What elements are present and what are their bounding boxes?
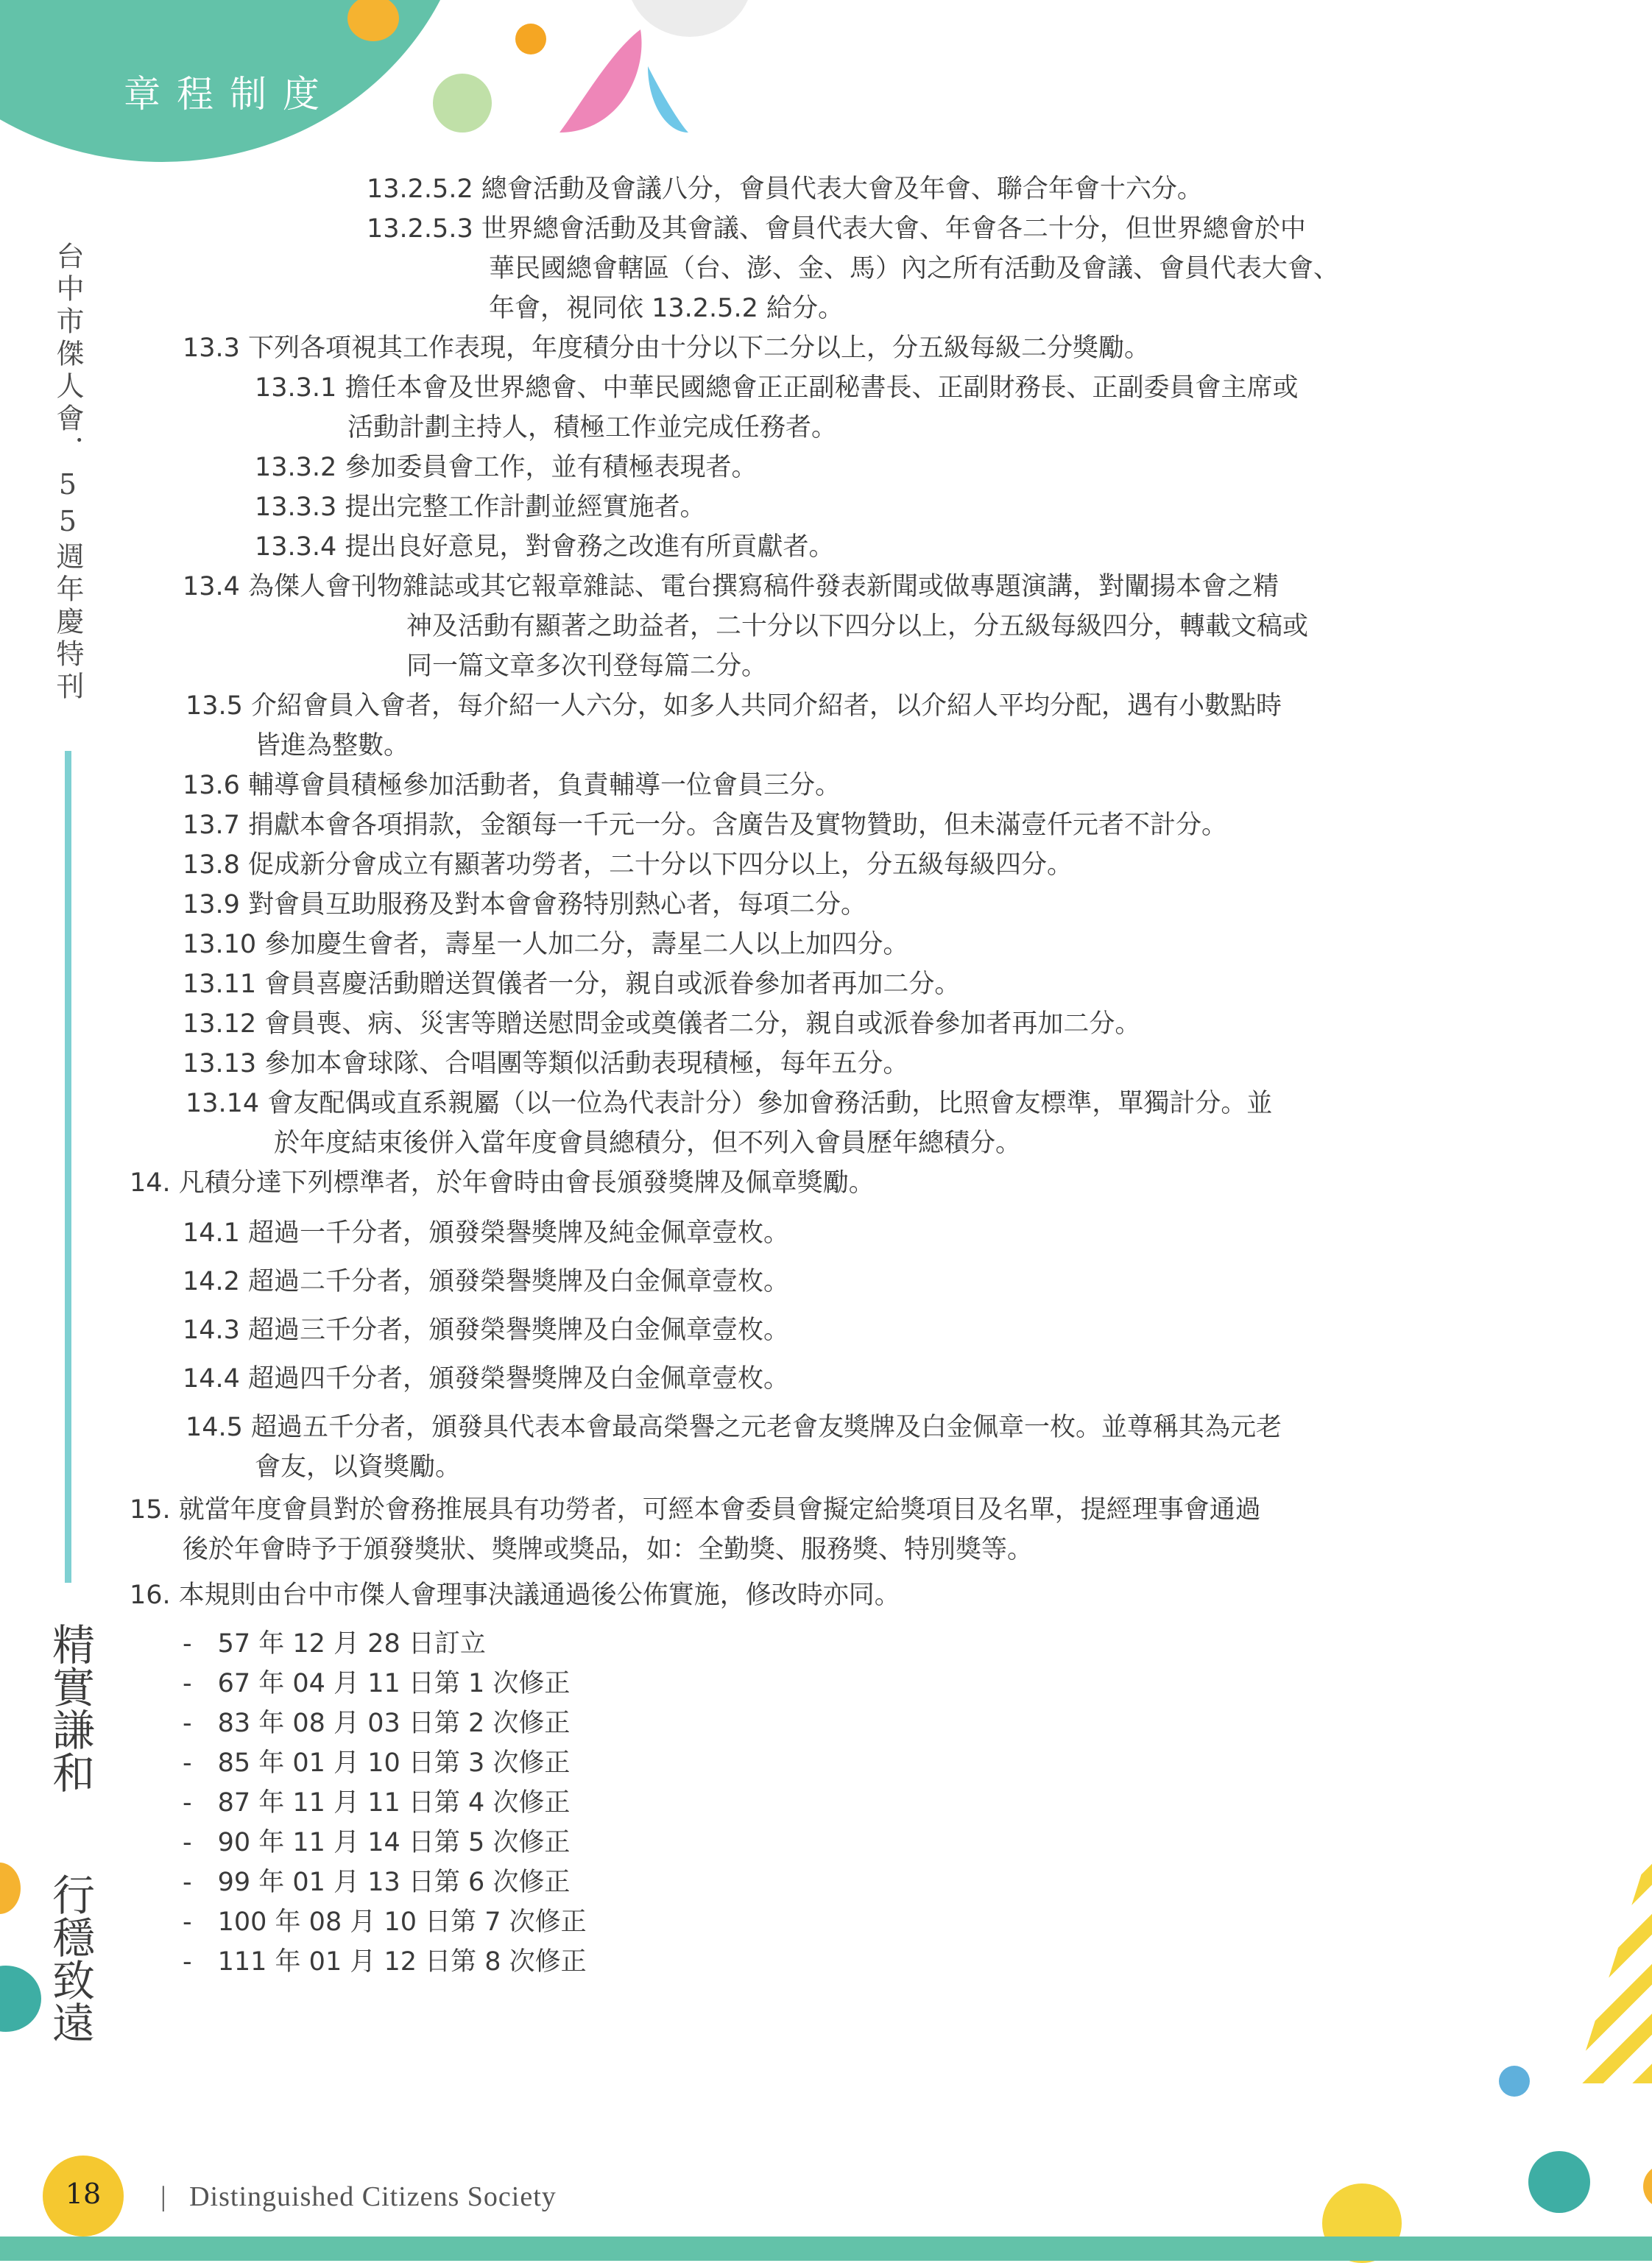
clause-13-5-line1: 13.5 介紹會員入會者，每介紹一人六分，如多人共同介紹者，以介紹人平均分配，遇有小數點時 — [186, 691, 1282, 721]
clause-13-11: 13.11 會員喜慶活動贈送賀儀者一分，親自或派眷參加者再加二分。 — [183, 970, 961, 999]
clause-13-3-3: 13.3.3 提出完整工作計劃並經實施者。 — [255, 493, 706, 522]
clause-13-2-5-3-line3: 年會，視同依 13.2.5.2 給分。 — [489, 294, 844, 323]
clause-13-3: 13.3 下列各項視其工作表現，年度積分由十分以下二分以上，分五級每級二分獎勵。 — [183, 333, 1151, 363]
clause-13-12: 13.12 會員喪、病、災害等贈送慰問金或奠儀者二分，親自或派眷參加者再加二分。 — [183, 1009, 1141, 1039]
footer-org-name — [160, 2181, 557, 2213]
clause-13-9: 13.9 對會員互助服務及對本會會務特別熱心者，每項二分。 — [183, 890, 867, 919]
footer-org-label: Distinguished Citizens Society — [189, 2181, 557, 2212]
clause-16: 16. 本規則由台中市傑人會理事決議通過後公佈實施，修改時亦同。 — [130, 1581, 900, 1610]
clause-13-4-line2: 神及活動有顯著之助益者，二十分以下四分以上，分五級每級四分，轉載文稿或 — [406, 612, 1309, 641]
left-accent-bar — [65, 751, 71, 1583]
revision-entry: - 87 年 11 月 11 日第 4 次修正 — [183, 1788, 571, 1818]
revision-entry: - 57 年 12 月 28 日訂立 — [183, 1629, 486, 1659]
decor-green-dot — [433, 74, 492, 133]
clause-13-3-1-line2: 活動計劃主持人，積極工作並完成任務者。 — [347, 413, 838, 442]
clause-15-line2: 後於年會時予于頒發獎狀、獎牌或獎品，如：全勤獎、服務獎、特別獎等。 — [183, 1535, 1034, 1564]
clause-14-4: 14.4 超過四千分者，頒發榮譽獎牌及白金佩章壹枚。 — [183, 1364, 790, 1394]
clause-14-5-line1: 14.5 超過五千分者，頒發具代表本會最高榮譽之元老會友獎牌及白金佩章一枚。並尊稱其為元老 — [186, 1413, 1282, 1442]
clause-13-4-line3: 同一篇文章多次刊登每篇二分。 — [406, 652, 768, 681]
clause-14: 14. 凡積分達下列標準者，於年會時由會長頒發獎牌及佩章獎勵。 — [130, 1168, 875, 1198]
bottom-color-bar — [0, 2236, 1652, 2261]
revision-entry: - 67 年 04 月 11 日第 1 次修正 — [183, 1669, 571, 1698]
clause-13-14-line2: 於年度結束後併入當年度會員總積分，但不列入會員歷年總積分。 — [274, 1129, 1022, 1158]
decor-yellow-dot-left — [0, 1863, 21, 1914]
clause-13-13: 13.13 參加本會球隊、合唱團等類似活動表現積極，每年五分。 — [183, 1049, 909, 1078]
clause-13-2-5-2: 13.2.5.2 總會活動及會議八分，會員代表大會及年會、聯合年會十六分。 — [367, 174, 1203, 204]
page-number: 18 — [65, 2178, 102, 2210]
revision-entry: - 100 年 08 月 10 日第 7 次修正 — [183, 1907, 587, 1937]
revision-entry: - 99 年 01 月 13 日第 6 次修正 — [183, 1868, 571, 1897]
clause-13-3-1-line1: 13.3.1 擔任本會及世界總會、中華民國總會正正副秘書長、正副財務長、正副委員會主席或 — [255, 373, 1299, 403]
clause-14-1: 14.1 超過一千分者，頒發榮譽獎牌及純金佩章壹枚。 — [183, 1218, 790, 1248]
decor-yellow-dot-edge — [1643, 2164, 1652, 2209]
clause-14-3: 14.3 超過三千分者，頒發榮譽獎牌及白金佩章壹枚。 — [183, 1316, 790, 1345]
revision-entry: - 85 年 01 月 10 日第 3 次修正 — [183, 1748, 571, 1778]
clause-13-4-line1: 13.4 為傑人會刊物雜誌或其它報章雜誌、電台撰寫稿件發表新聞或做專題演講，對闡揚本會之精 — [183, 572, 1279, 601]
clause-15-line1: 15. 就當年度會員對於會務推展具有功勞者，可經本會委員會擬定給獎項目及名單，提經理事會通過 — [130, 1495, 1261, 1525]
decor-blue-dot-right — [1499, 2066, 1530, 2097]
clause-14-5-line2: 會友，以資獎勵。 — [255, 1452, 462, 1482]
decor-yellow-stripes — [1575, 1840, 1652, 2083]
publication-vertical-title: 台中市傑人會．55週年慶特刊 — [52, 241, 84, 704]
revision-entry: - 111 年 01 月 12 日第 8 次修正 — [183, 1947, 587, 1977]
clause-14-2: 14.2 超過二千分者，頒發榮譽獎牌及白金佩章壹枚。 — [183, 1267, 790, 1296]
clause-13-10: 13.10 參加慶生會者，壽星一人加二分，壽星二人以上加四分。 — [183, 930, 909, 959]
clause-13-6: 13.6 輔導會員積極參加活動者，負責輔導一位會員三分。 — [183, 771, 841, 800]
revision-entry: - 90 年 11 月 14 日第 5 次修正 — [183, 1828, 571, 1857]
clause-13-7: 13.7 捐獻本會各項捐款，金額每一千元一分。含廣告及實物贊助，但未滿壹仟元者不計分。 — [183, 811, 1228, 840]
clause-13-14-line1: 13.14 會友配偶或直系親屬（以一位為代表計分）參加會務活動，比照會友標準，單獨計分。並 — [186, 1089, 1273, 1118]
clause-13-3-2: 13.3.2 參加委員會工作，並有積極表現者。 — [255, 453, 758, 482]
clause-13-8: 13.8 促成新分會成立有顯著功勞者，二十分以下四分以上，分五級每級四分。 — [183, 850, 1073, 880]
revision-entry: - 83 年 08 月 03 日第 2 次修正 — [183, 1709, 571, 1738]
motto-line-1: 精實謙和 — [45, 1623, 95, 1793]
motto-line-2: 行穩致遠 — [45, 1873, 95, 2044]
footer-separator: | — [160, 2181, 167, 2212]
section-title: 章程制度 — [124, 73, 336, 116]
decor-teal-dot-right — [1528, 2151, 1590, 2213]
clause-13-3-4: 13.3.4 提出良好意見，對會務之改進有所貢獻者。 — [255, 532, 835, 562]
clause-13-2-5-3-line2: 華民國總會轄區（台、澎、金、馬）內之所有活動及會議、會員代表大會、 — [489, 254, 1340, 283]
decor-teal-dot-left — [0, 1966, 41, 2032]
clause-13-2-5-3-line1: 13.2.5.3 世界總會活動及其會議、會員代表大會、年會各二十分，但世界總會於中 — [367, 214, 1306, 244]
clause-13-5-line2: 皆進為整數。 — [255, 731, 410, 760]
decor-petal-shapes — [537, 22, 707, 147]
